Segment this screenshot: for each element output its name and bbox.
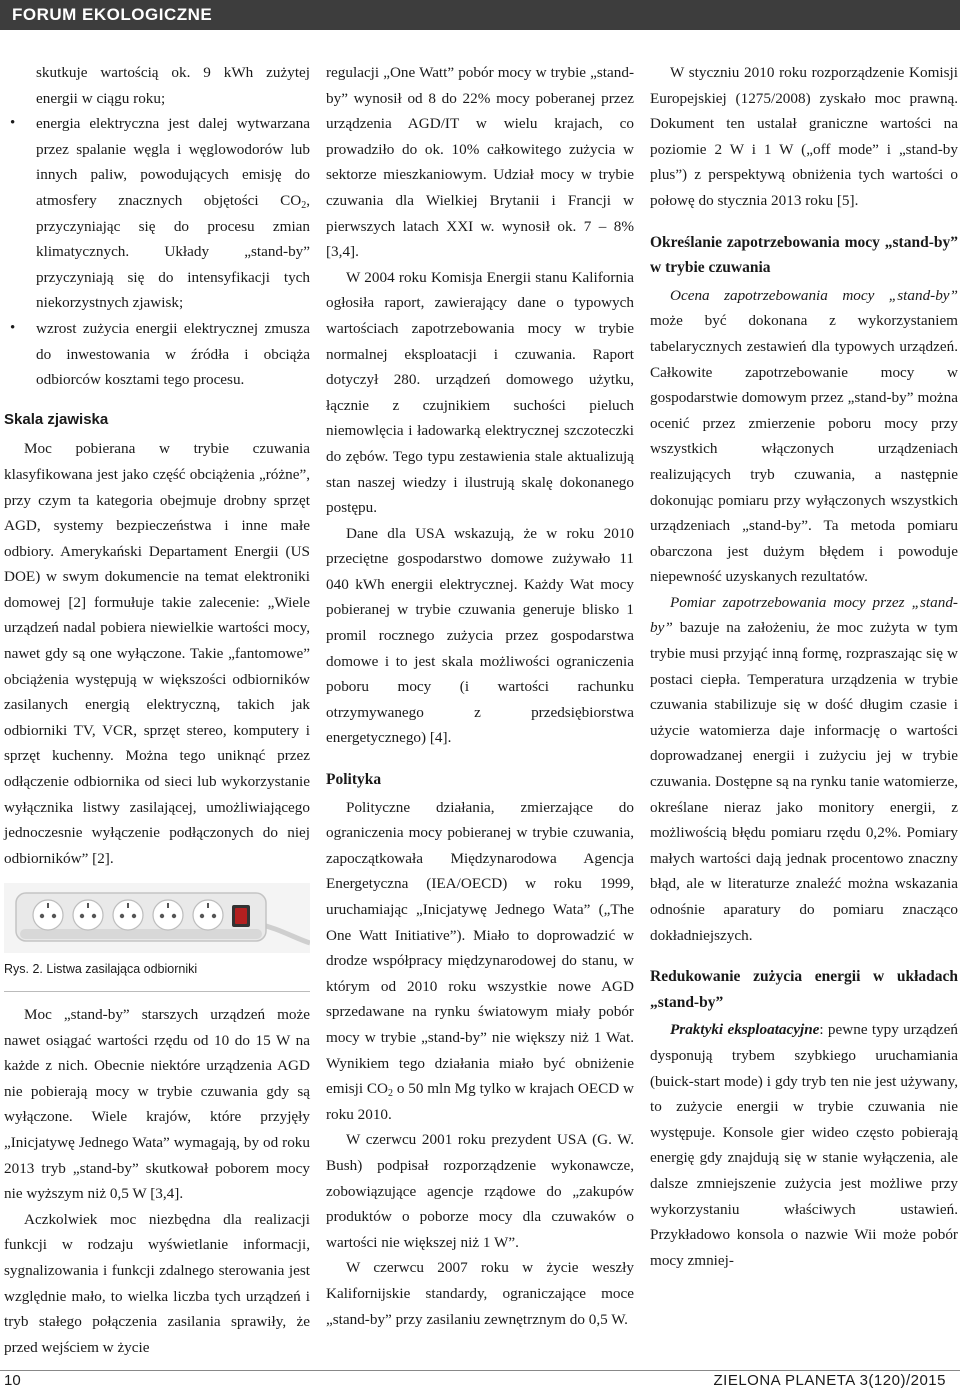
figure-caption: Rys. 2. Listwa zasilająca odbiorniki — [4, 957, 310, 992]
paragraph: W 2004 roku Komisja Energii stanu Kalifornia ogłosiła raport, zawierający dane o typowych wartościach zapotrzebowania mocy w trybie normalnej eksploatacji i czuwania. Raport dotyczył 280. urządzeń domowego użytku, łącznie z czujnikiem suchości pieluch niemowlęcia i ładowarką elektrycznej szczoteczki do zębów. Tego typu zestawienia stale aktualizują stan naszej wiedzy i ilustrują skalę dokonanego postępu. — [326, 268, 634, 517]
paragraph: Moc pobierana w trybie czuwania klasyfikowana jest jako część obciążenia „różne”, przy czym ta kategoria obejmuje drobny sprzęt AGD, systemy bezpieczeństwa i inne małe odbiory. Amerykański Departament Energii (US DOE) w swym dokumencie na temat elektroniki domowej [2] formułuje takie zalecenie: „Wiele urządzeń nadal pobiera niewielkie wartości mocy, nawet gdy są one wyłączone. Takie „fantomowe” obciążenia występują w większości odbiorników zasilanych energią elektryczną, takich jak odbiorniki TV, VCR, sprzęt stereo, komputery i sprzęt kuchenny. Można tego uniknąć przez odłączenie odbiornika od sieci lub wykorzystanie wyłącznika listwy zasilającej, umożliwiającego jednoczesnie wyłączenie podłączonych do niej odbiorników” [2]. — [4, 440, 310, 867]
paragraph: W czerwcu 2001 roku prezydent USA (G. W. Bush) podpisał rozporządzenie wykonawcze, zobowiązujące agencje rządowe do „zakupów produktów o poborze mocy dla czuwaków o wartości nie większej niż 1 W”. — [326, 1131, 634, 1251]
paragraph-text: : pewne typy urządzeń dysponują trybem szybkiego uruchamiania (buick-start mode) i gdy tryb ten nie jest używany, to zużycie energii w trybie czuwania nie występuje. Konsole gier wideo często pobierają energię gdy znajdują się w stanie wyłączenia, ale dalsze zmniejszenie zużycia jest możliwe przy wykorzystaniu właściwych ustawień. Przykładowo konsola o nazwie Wii może pobór mocy zmniej- — [650, 1021, 958, 1269]
column-1 — [4, 60, 310, 1360]
paragraph — [650, 1017, 958, 1273]
subscript: 2 — [388, 1088, 394, 1100]
page-number: 10 — [4, 1372, 21, 1389]
bullet-item — [4, 316, 310, 393]
paragraph-text: bazuje na założeniu, że moc zużyta w tym trybie musi przyjąć inną formę, rozpraszając się w postaci ciepła. Temperatura urządzenia w trybie czuwania stabilizuje się w dość długim czasie i użycie watomierza daje informację o wartości doprowadzanej energii i zużyciu jej w trybie czuwania. Dostępne są na rynku tanie watomierze, określane nieraz jako monitory energii, z możliwością błędu pomiaru rzędu 0,2%. Pomiary małych wartości dają jednak procentowo znaczny błąd, ale w literaturze znaleźć można wskazania odnośnie aparatury do pomiaru znacząco dokładniejszych. — [650, 619, 958, 944]
section-heading: Polityka — [326, 771, 382, 789]
paragraph: Dane dla USA wskazują, że w roku 2010 przeciętne gospodarstwo domowe zużywało 11 040 kWh energii elektrycznej. Każdy Wat mocy pobieranej w trybie czuwania generuje blisko 1 promil rocznego zużycia przez gospodarstwa domowe i to jest skala możliwości ograniczenia poboru mocy (i wartości rachunku otrzymywanego z przedsiębiorstwa energetycznego) [4]. — [326, 524, 634, 747]
bold-italic-lead: Praktyki eksploatacyjne — [670, 1021, 820, 1039]
section-header-bar — [0, 0, 960, 30]
bullet-item — [4, 60, 310, 111]
paragraph: Moc „stand-by” starszych urządzeń może nawet osiągać wartości rzędu od 10 do 15 W na każde z nich. Obecnie niektóre urządzenia AGD nie pobierają mocy w trybie czuwania gdy są wyłączone. Wiele krajów, które przyjęły „Inicjatywę Jednego Wata” wymagają, by od roku 2013 tryb „stand-by” skutkował poborem mocy nie wyższym niż 0,5 W [3,4]. — [4, 1006, 310, 1203]
section-heading: Określanie zapotrzebowania mocy „stand-by” w trybie czuwania — [650, 233, 958, 277]
paragraph-text: , przyczyniając się do procesu zmian klimatycznych. Układy „stand-by” przyczyniają się do intensyfikacji tych niekorzystnych zjawisk; — [36, 191, 310, 312]
paragraph-text: może być dokonana z wykorzystaniem tabelarycznych zestawień dla typowych urządzeń. Całkowite zapotrzebowanie mocy w gospodarstwie domowym przez „stand-by” można ocenić przez zmierzenie poboru mocy przy wszystkich włączonych urządzeniach realizujących tryb czuwania, a następnie dokonując pomiaru przy wyłączonych wszystkich urządzeniach „stand-by”. Ta metoda pomiaru obarczona jest dużym błędem i powoduje niepewność uzyskanych rezultatów. — [650, 312, 958, 586]
column-2 — [326, 60, 634, 1332]
section-heading: Redukowanie zużycia energii w układach „stand-by” — [650, 968, 958, 1011]
paragraph-text: energia elektryczna jest dalej wytwarzana przez spalanie węgla i węglowodorów lub innych paliw, powodujących emisję do atmosfery znacznych objętości CO — [36, 115, 310, 209]
paragraph — [326, 795, 634, 1128]
paragraph — [650, 283, 958, 590]
paragraph-text: wzrost zużycia energii elektrycznej zmusza do inwestowania w źródła i obciąża odbiorców kosztami tego procesu. — [36, 319, 310, 389]
footer-divider — [0, 1370, 960, 1371]
subscript: 2 — [301, 199, 307, 211]
paragraph: Aczkolwiek moc niezbędna dla realizacji funkcji w rodzaju wyświetlanie informacji, sygnalizowania i funkcji zdalnego sterowania jest względnie mało, to wielka liczba tych urządzeń i tryb stałego połączenia zasilania sprawiły, że przed wejściem w życie — [4, 1210, 310, 1356]
paragraph-text: skutkuje wartością ok. 9 kWh zużytej energii w ciągu roku; — [36, 64, 310, 107]
italic-lead: Pomiar zapotrzebowania mocy przez „stand-by” — [650, 593, 958, 637]
paragraph: W styczniu 2010 roku rozporządzenie Komisji Europejskiej (1275/2008) zyskało moc prawną. Dokument ten ustalał graniczne wartości na poziomie 2 W i 1 W („off mode” i „stand-by plus”) z perspektywą obniżenia tych wartości o połowę do stycznia 2013 roku [5]. — [650, 64, 958, 209]
paragraph — [650, 590, 958, 948]
journal-issue: ZIELONA PLANETA 3(120)/2015 — [713, 1372, 946, 1389]
italic-lead: Ocena zapotrzebowania mocy „stand-by” — [670, 286, 958, 304]
column-3 — [650, 60, 958, 1273]
power-strip-figure — [4, 883, 310, 953]
bullet-icon: • — [10, 319, 16, 336]
power-strip-image — [4, 883, 310, 953]
section-heading: Skala zjawiska — [4, 410, 109, 428]
paragraph: regulacji „One Watt” pobór mocy w trybie „stand-by” wynosił od 8 do 22% mocy poberanej przez urządzenia AGD/IT w wielu krajach, co prowadziło do ok. 10% całkowitego zużycia w sektorze mieszkaniowym. Udział mocy w trybie czuwania dla Wielkiej Brytanii i Francji w pierwszych latach XXI w. wynosił ok. 7 – 8% [3,4]. — [326, 64, 634, 261]
paragraph-text: Polityczne działania, zmierzające do ograniczenia mocy pobieranej w trybie czuwania, zapoczątkowała Międzynarodowa Agencja Energetyczna (IEA/OECD) w roku 1999, uruchamiając „Inicjatywę Jednego Wata” („The One Watt Initiative”). Miało to doprowadzić w drodze współpracy międzynarodowej do stanu, w którym od 2010 roku wszystkie nowe AGD sprzedawane na rynku światowym miały pobór mocy w trybie „stand-by” nie większy niż 1 Wat. Wynikiem tego działania miało być obniżenie emisji CO — [326, 798, 634, 1098]
bullet-item — [4, 111, 310, 316]
paragraph: W czerwcu 2007 roku w życie weszły Kalifornijskie standardy, ograniczające moce „stand-by” przy zasilaniu zewnętrznym do 0,5 W. — [326, 1259, 634, 1328]
bullet-icon: • — [10, 115, 16, 132]
section-title: FORUM EKOLOGICZNE — [12, 5, 213, 24]
paragraph-text: o 50 mln Mg tylko w krajach OECD w roku 2010. — [326, 1080, 634, 1123]
